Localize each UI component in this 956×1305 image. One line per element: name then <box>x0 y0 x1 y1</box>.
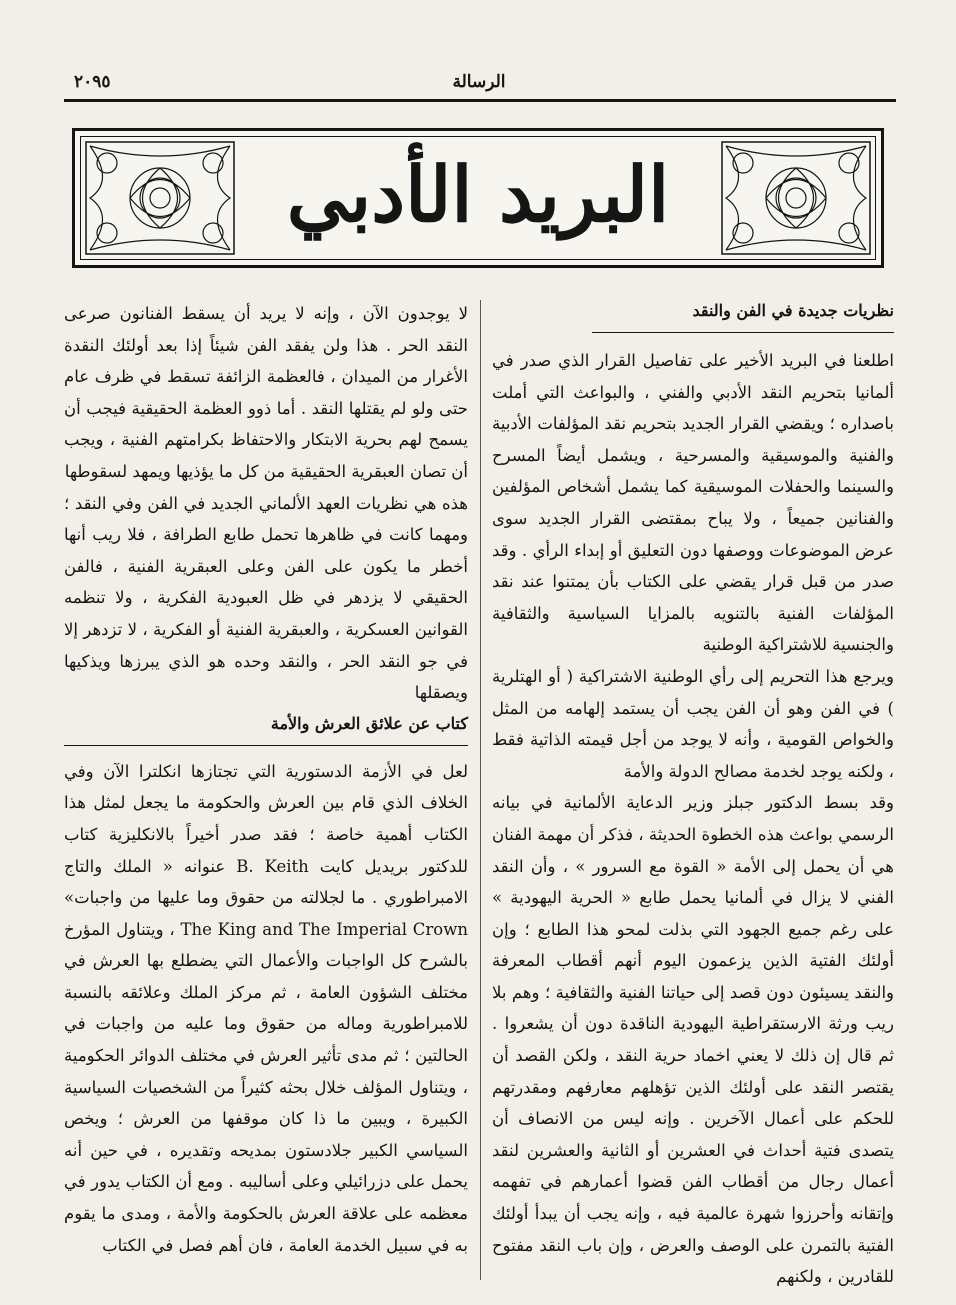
page-header <box>64 70 894 96</box>
article-paragraph: وقد بسط الدكتور جبلز وزير الدعاية الألمانية في بيانه الرسمي بواعث هذه الخطوة الحديثة ، فذكر أن مهمة الفنان هي أن يحمل إلى الأمة « القوة مع السرور » ، وأن النقد الفني لا يزال في ألمانيا يحمل طابع « الحرية اليهودية » على رغم جميع الجهود التي بذلت لمحو هذا الطابع ؛ وإن أولئك الفتية الذين يزعمون اليوم أنهم أقطاب المعرفة والنقد يسيئون دون قصد إلى حياتنا الفنية والثقافية ؛ وهم بلا ريب ورثة الارستقراطية اليهودية الناقدة دون أن يشعروا . ثم قال إن ذلك لا يعني اخماد حرية النقد ، ولكن القصد أن يقتصر النقد على أولئك الذين تؤهلهم معارفهم ومقدرتهم للحكم على أعمال الآخرين . وإنه ليس من الانصاف أن يتصدى فتية أحداث في العشرين أو الثانية والعشرين لنقد أعمال رجال من أقطاب الفن قضوا أعمارهم في تفهمه وإتقانه وأحرزوا شهرة عالمية فيه ، وإنه يجب أن يبدأ أولئك الفتية بالتمرن على الوصف والعرض ، وإن باب النقد مفتوح للقادرين ، ولكنهم <box>492 793 894 1287</box>
column-divider <box>480 300 481 1280</box>
article-paragraph: لعل في الأزمة الدستورية التي تجتازها انكلترا الآن وفي الخلاف الذي قام بين العرش والحكومة ما يجعل لمثل هذا الكتاب أهمية خاصة ؛ فقد صدر أخيراً بالانكليزية كتاب للدكتور بريديل كايت B. Keith عنوانه « الملك والتاج الامبراطوري . ما لجلالته من حقوق وما عليها من واجبات» The King and The Imperial Crown ، ويتناول المؤرخ بالشرح كل الواجبات والأعمال التي يضطلع بها العرش في مختلف الشؤون العامة ، ثم مركز الملك وعلائقه بالنسبة للامبراطورية وماله من حقوق وما عليه من واجبات في الحالتين ؛ ثم مدى تأثير العرش في مختلف الدوائر الحكومية ، ويتناول المؤلف خلال بحثه كثيراً من الشخصيات السياسية الكبيرة ، ويبين ما ذا كان موقفها من العرش ؛ ويخص السياسي الكبير جلادستون بمديحه وتقديره ، في حين أنه يحمل على دزرائيلي وعلى أساليبه . ومع أن الكتاب يدور في معظمه على علاقة العرش بالحكومة والأمة ، ومدى ما يقوم به في سبيل الخدمة العامة ، فان أهم فصل في الكتاب <box>64 761 468 1255</box>
magazine-name: الرسالة <box>452 72 506 92</box>
article-paragraph: اطلعنا في البريد الأخير على تفاصيل القرار الذي صدر في ألمانيا بتحريم النقد الأدبي والفني ، والبواعث التي أملت باصداره ؛ ويقضي القرار الجديد بتحريم نقد المؤلفات الأدبية والفنية والموسيقية والمسرحية ، ويشمل أيضاً المسرح والسينما والحفلات الموسيقية كما يشمل أشخاص المؤلفين والفنانين جميعاً ، ولا يباح بمقتضى القرار الجديد سوى عرض الموضوعات ووصفها دون التعليق أو إبداء الرأي . وقد صدر من قبل قرار يقضي على الكتاب بأن يمتنوا عند نقد المؤلفات الفنية بالتنويه بالمزايا السياسية والثقافية والجنسية للاشتراكية الوطنية <box>492 351 894 655</box>
article-column-left <box>64 298 468 1261</box>
arabesque-ornament-icon <box>85 141 235 255</box>
banner-title: البريد الأدبي <box>286 150 670 239</box>
article-paragraph: هذه هي نظريات العهد الألماني الجديد في الفن وفي النقد ؛ ومهما كانت في ظاهرها تحمل طابع الطرافة ، فلا ريب أنها أخطر ما يكون على الفن وعلى العبقرية الفنية ، فالفن الحقيقي لا يزدهر في ظل العبودية الفكرية ، ولا تنظمه القوانين العسكرية ، والعبقرية الفنية أو الفكرية ، لا تزدهر إلا في جو النقد الحر ، والنقد وحده هو الذي يبرزها ويذكيها ويصقلها <box>64 493 468 703</box>
article-heading: نظريات جديدة في الفن والنقد <box>692 301 894 320</box>
arabesque-ornament-icon <box>721 141 871 255</box>
heading-rule <box>64 745 468 746</box>
article-paragraph: ويرجع هذا التحريم إلى رأي الوطنية الاشتراكية ( أو الهتلرية ) في الفن وهو أن الفن يجب أن يستمد إلهامه من المثل والخواص القومية ، وأنه لا يوجد من أجل قيمته الذاتية فقط ، ولكنه يوجد لخدمة مصالح الدولة والأمة <box>492 666 894 781</box>
article-column-right <box>492 298 894 1293</box>
heading-rule <box>592 332 894 333</box>
article-heading: كتاب عن علائق العرش والأمة <box>270 713 468 733</box>
page-number: ٢٠٩٥ <box>74 72 111 92</box>
article-paragraph: لا يوجدون الآن ، وإنه لا يريد أن يسقط الفنانون صرعى النقد الحر . هذا ولن يفقد الفن شيئاً إذا بعد أولئك النقدة الأغرار من الميدان ، فالعظمة الزائفة تسقط في ظرف عام حتى ولو لم يقتلها النقد . أما ذوو العظمة الحقيقية فيجب أن يسمح لهم بحرية الابتكار والاحتفاظ بكرامتهم الفنية ، ويجب أن تصان العبقرية الحقيقية من كل ما يؤذيها ويمهد لسقوطها <box>64 304 468 481</box>
section-banner <box>72 128 884 268</box>
header-rule <box>64 99 896 102</box>
